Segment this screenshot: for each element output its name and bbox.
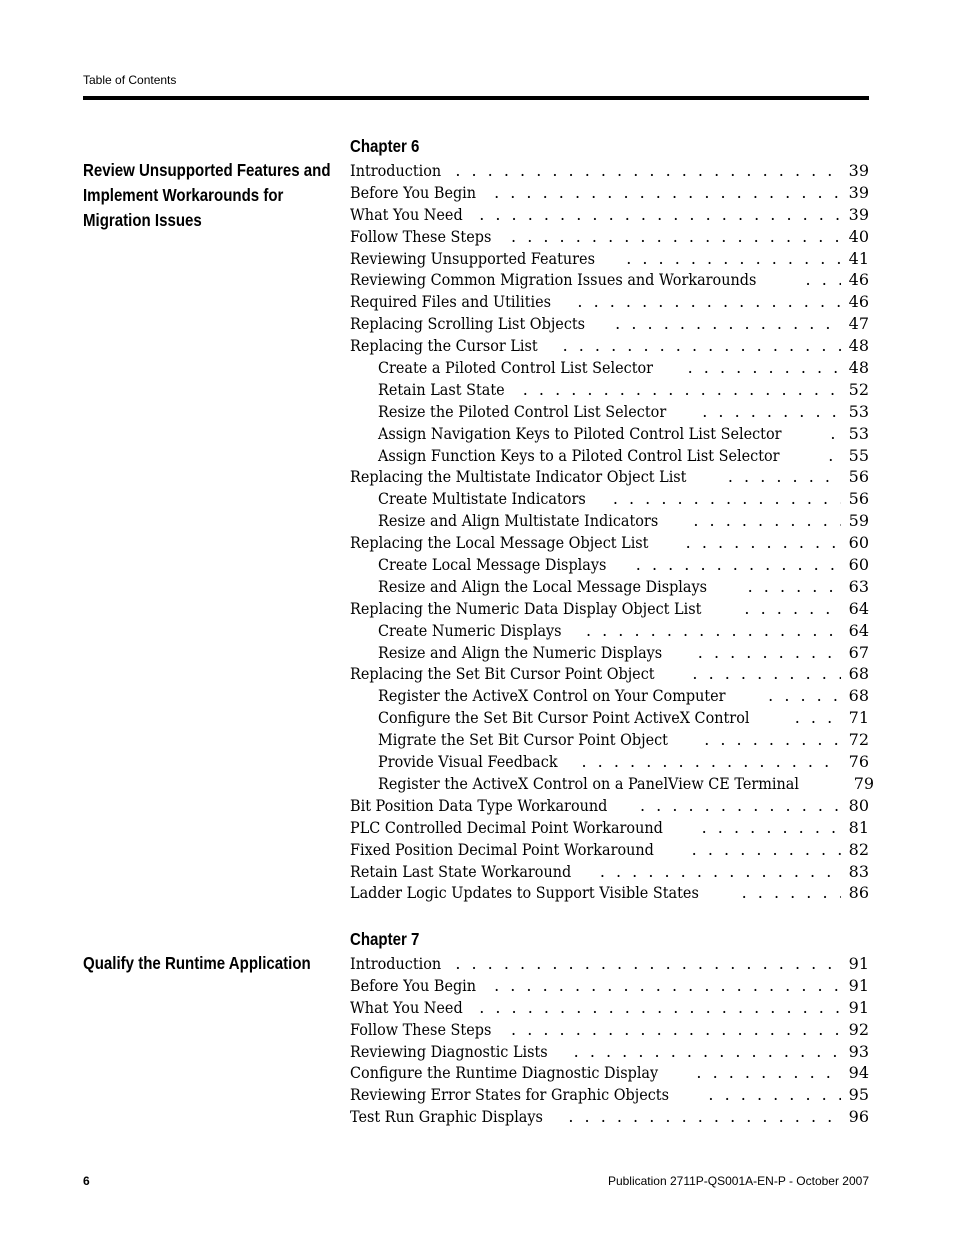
toc-entry-title: Test Run Graphic Displays bbox=[350, 1107, 543, 1127]
toc-entry-title: Create a Piloted Control List Selector bbox=[378, 358, 654, 378]
dot-leader bbox=[830, 423, 841, 445]
toc-entry-title: Resize the Piloted Control List Selector bbox=[378, 401, 667, 421]
toc-entry-page: 53 bbox=[848, 423, 869, 443]
dot-leader bbox=[702, 817, 841, 839]
toc-entry-page: 92 bbox=[848, 1019, 869, 1039]
dot-leader bbox=[742, 882, 841, 904]
toc-entry[interactable] bbox=[350, 773, 875, 795]
toc-entry-title: Replacing the Cursor List bbox=[350, 336, 538, 356]
toc-entry[interactable] bbox=[350, 685, 869, 707]
toc-entry-title: Reviewing Common Migration Issues and Workarounds bbox=[350, 270, 757, 290]
toc-entry[interactable] bbox=[350, 488, 869, 510]
toc-entry[interactable] bbox=[350, 1041, 869, 1063]
dot-leader bbox=[615, 313, 841, 335]
dot-leader bbox=[702, 401, 841, 423]
toc-entry[interactable] bbox=[350, 357, 869, 379]
dot-leader bbox=[523, 379, 841, 401]
toc-entry-page: 91 bbox=[848, 997, 869, 1017]
toc-entry-page: 56 bbox=[848, 489, 869, 509]
toc-entry[interactable] bbox=[350, 379, 869, 401]
toc-entry-page: 72 bbox=[848, 730, 869, 750]
toc-entry-page: 39 bbox=[848, 182, 869, 202]
running-head: Table of Contents bbox=[83, 73, 177, 87]
toc-entry[interactable] bbox=[350, 1062, 869, 1084]
toc-entry-page: 39 bbox=[848, 204, 869, 224]
toc-entry-page: 63 bbox=[848, 576, 869, 596]
toc-entry-page: 67 bbox=[848, 642, 869, 662]
toc-entry[interactable] bbox=[350, 182, 869, 204]
toc-entry-title: Follow These Steps bbox=[350, 1019, 492, 1039]
toc-entry-title: What You Need bbox=[350, 204, 463, 224]
toc-entry-title: Provide Visual Feedback bbox=[378, 752, 558, 772]
toc-entry[interactable] bbox=[350, 729, 869, 751]
toc-entry-title: Replacing the Local Message Object List bbox=[350, 533, 649, 553]
dot-leader bbox=[728, 466, 841, 488]
toc-entry-page: 64 bbox=[848, 620, 869, 640]
toc-entry[interactable] bbox=[350, 997, 869, 1019]
toc-entry-page: 91 bbox=[848, 975, 869, 995]
toc-entry-page: 40 bbox=[848, 226, 869, 246]
dot-leader bbox=[494, 975, 841, 997]
toc-entry-title: Introduction bbox=[350, 161, 442, 180]
toc-entry-page: 80 bbox=[848, 795, 869, 815]
toc-entry-title: Ladder Logic Updates to Support Visible States bbox=[350, 883, 699, 903]
toc-entry[interactable] bbox=[350, 975, 869, 997]
toc-entry-title: Before You Begin bbox=[350, 975, 477, 995]
dot-leader bbox=[479, 204, 841, 226]
chapter-7-title-line: Qualify the Runtime Application bbox=[83, 953, 311, 973]
toc-entry[interactable] bbox=[350, 839, 869, 861]
dot-leader bbox=[828, 445, 841, 467]
toc-entry-title: Replacing the Set Bit Cursor Point Object bbox=[350, 664, 655, 684]
toc-entry-title: Reviewing Unsupported Features bbox=[350, 248, 595, 268]
dot-leader bbox=[494, 182, 841, 204]
toc-entry-title: PLC Controlled Decimal Point Workaround bbox=[350, 817, 663, 837]
toc-entry-page: 76 bbox=[848, 752, 869, 772]
toc-entry[interactable] bbox=[350, 532, 869, 554]
toc-entry[interactable] bbox=[350, 313, 869, 335]
toc-entry[interactable] bbox=[350, 554, 869, 576]
toc-entry-page: 82 bbox=[848, 839, 869, 859]
dot-leader bbox=[704, 729, 841, 751]
toc-entry[interactable] bbox=[350, 663, 869, 685]
toc-entry-page: 46 bbox=[848, 292, 869, 312]
dot-leader bbox=[582, 751, 842, 773]
toc-entry[interactable] bbox=[350, 335, 869, 357]
dot-leader bbox=[568, 1106, 841, 1128]
toc-entry-title: Create Numeric Displays bbox=[378, 620, 562, 640]
dot-leader bbox=[692, 663, 841, 685]
toc-entry-title: Replacing Scrolling List Objects bbox=[350, 314, 586, 334]
dot-leader bbox=[626, 248, 841, 270]
dot-leader bbox=[698, 642, 841, 664]
toc-entry-page: 46 bbox=[848, 270, 869, 290]
toc-entry-page: 60 bbox=[848, 533, 869, 553]
toc-entry-page: 86 bbox=[848, 883, 869, 903]
toc-entry[interactable] bbox=[350, 269, 869, 291]
dot-leader bbox=[613, 488, 841, 510]
dot-leader bbox=[586, 620, 841, 642]
dot-leader bbox=[577, 291, 841, 313]
toc-entry-page: 48 bbox=[848, 358, 869, 378]
chapter-6-title-line: Implement Workarounds for bbox=[83, 185, 284, 205]
dot-leader bbox=[563, 335, 841, 357]
toc-entry[interactable] bbox=[350, 707, 869, 729]
dot-leader bbox=[455, 160, 841, 182]
toc-entry-page: 79 bbox=[853, 773, 875, 793]
toc-entry[interactable] bbox=[350, 291, 869, 313]
dot-leader bbox=[806, 269, 841, 291]
toc-entry-page: 59 bbox=[848, 511, 869, 531]
dot-leader bbox=[479, 997, 841, 1019]
toc-entry[interactable] bbox=[350, 401, 869, 423]
toc-entry[interactable] bbox=[350, 248, 869, 270]
toc-entry-page: 94 bbox=[848, 1063, 869, 1083]
toc-entry-title: Register the ActiveX Control on a PanelView CE Terminal bbox=[378, 773, 799, 793]
toc-entry-title: Resize and Align the Local Message Displays bbox=[378, 576, 708, 596]
toc-entry-title: Register the ActiveX Control on Your Computer bbox=[378, 686, 726, 706]
toc-entry-title: Create Local Message Displays bbox=[378, 555, 607, 575]
toc-entry[interactable] bbox=[350, 204, 869, 226]
toc-entry[interactable] bbox=[350, 751, 869, 773]
toc-entry-page: 91 bbox=[848, 954, 869, 973]
toc-entry-title: Replacing the Multistate Indicator Object List bbox=[350, 467, 687, 487]
toc-entry[interactable] bbox=[350, 642, 869, 664]
toc-entry-title: Retain Last State Workaround bbox=[350, 861, 572, 881]
toc-entry-page: 55 bbox=[848, 445, 869, 465]
toc-entry[interactable] bbox=[350, 861, 869, 883]
toc-entry-title: Resize and Align the Numeric Displays bbox=[378, 642, 663, 662]
footer-publication: Publication 2711P-QS001A-EN-P - October 2007 bbox=[607, 1174, 869, 1188]
toc-entry-page: 83 bbox=[848, 861, 869, 881]
toc-entry-page: 81 bbox=[848, 817, 869, 837]
toc-entry-title: Fixed Position Decimal Point Workaround bbox=[350, 839, 654, 859]
toc-entry-page: 64 bbox=[848, 598, 869, 618]
dot-leader bbox=[768, 685, 841, 707]
toc-entry-title: Assign Function Keys to a Piloted Control List Selector bbox=[378, 445, 780, 465]
toc-entry-page: 96 bbox=[848, 1107, 869, 1127]
toc-entry-title: Migrate the Set Bit Cursor Point Object bbox=[378, 730, 668, 750]
toc-entry-title: Reviewing Diagnostic Lists bbox=[350, 1041, 548, 1061]
dot-leader bbox=[693, 510, 841, 532]
toc-entry-title: What You Need bbox=[350, 997, 463, 1017]
toc-entry-title: Assign Navigation Keys to Piloted Control List Selector bbox=[378, 423, 782, 443]
toc-entry-page: 56 bbox=[848, 467, 869, 487]
toc-entry-page: 93 bbox=[848, 1041, 869, 1061]
dot-leader bbox=[744, 598, 841, 620]
chapter-6-label: Chapter 6 bbox=[350, 136, 420, 156]
dot-leader bbox=[696, 1062, 841, 1084]
toc-entry-page: 41 bbox=[848, 248, 869, 268]
dot-leader bbox=[686, 532, 841, 554]
dot-leader bbox=[574, 1041, 841, 1063]
chapter-6-title bbox=[83, 158, 331, 233]
toc-entry-title: Retain Last State bbox=[378, 379, 505, 399]
chapter-6-title-line: Review Unsupported Features and bbox=[83, 160, 331, 180]
toc-entry[interactable] bbox=[350, 598, 869, 620]
toc-entry-page: 68 bbox=[848, 664, 869, 684]
toc-entry[interactable] bbox=[350, 795, 869, 817]
toc-entry-page: 53 bbox=[848, 401, 869, 421]
toc-entry-title: Before You Begin bbox=[350, 182, 477, 202]
toc-entry-page: 39 bbox=[848, 161, 869, 180]
dot-leader bbox=[455, 953, 841, 975]
dot-leader bbox=[688, 357, 841, 379]
toc-entry[interactable] bbox=[350, 466, 869, 488]
toc-entry-title: Introduction bbox=[350, 954, 442, 973]
toc-entry[interactable] bbox=[350, 226, 869, 248]
dot-leader bbox=[692, 839, 841, 861]
toc-entry-title: Configure the Runtime Diagnostic Display bbox=[350, 1063, 659, 1083]
toc-entry[interactable] bbox=[350, 882, 869, 904]
toc-entry-page: 60 bbox=[848, 555, 869, 575]
dot-leader bbox=[640, 795, 841, 817]
toc-entry-title: Required Files and Utilities bbox=[350, 292, 552, 312]
toc-entry[interactable] bbox=[350, 510, 869, 532]
toc-entry-page: 71 bbox=[848, 708, 869, 728]
toc-entry[interactable] bbox=[350, 445, 869, 467]
toc-entry-page: 68 bbox=[848, 686, 869, 706]
chapter-6-toc bbox=[350, 160, 875, 904]
toc-entry[interactable] bbox=[350, 423, 869, 445]
footer-page-number: 6 bbox=[83, 1174, 90, 1188]
chapter-7-title bbox=[83, 951, 311, 976]
dot-leader bbox=[511, 226, 841, 248]
toc-entry-title: Resize and Align Multistate Indicators bbox=[378, 511, 659, 531]
toc-entry[interactable] bbox=[350, 160, 869, 182]
toc-entry-page: 48 bbox=[848, 336, 869, 356]
toc-entry-title: Configure the Set Bit Cursor Point ActiveX Control bbox=[378, 708, 750, 728]
toc-entry-page: 95 bbox=[848, 1085, 869, 1105]
dot-leader bbox=[636, 554, 841, 576]
dot-leader bbox=[511, 1019, 841, 1041]
toc-entry-title: Replacing the Numeric Data Display Object List bbox=[350, 598, 702, 618]
toc-entry[interactable] bbox=[350, 620, 869, 642]
header-rule bbox=[83, 96, 869, 100]
toc-entry-page: 47 bbox=[848, 314, 869, 334]
dot-leader bbox=[748, 576, 841, 598]
toc-entry-page: 52 bbox=[848, 379, 869, 399]
dot-leader bbox=[600, 861, 841, 883]
toc-entry-title: Create Multistate Indicators bbox=[378, 489, 586, 509]
toc-entry[interactable] bbox=[350, 817, 869, 839]
chapter-7-toc bbox=[350, 953, 869, 1128]
toc-entry-title: Bit Position Data Type Workaround bbox=[350, 795, 608, 815]
chapter-7-label: Chapter 7 bbox=[350, 929, 420, 949]
toc-entry[interactable] bbox=[350, 953, 869, 975]
toc-entry[interactable] bbox=[350, 576, 869, 598]
toc-entry[interactable] bbox=[350, 1106, 869, 1128]
toc-entry[interactable] bbox=[350, 1084, 869, 1106]
dot-leader bbox=[795, 707, 841, 729]
dot-leader bbox=[708, 1084, 841, 1106]
toc-entry[interactable] bbox=[350, 1019, 869, 1041]
chapter-6-title-line: Migration Issues bbox=[83, 210, 202, 230]
toc-entry-title: Reviewing Error States for Graphic Objects bbox=[350, 1085, 669, 1105]
toc-entry-title: Follow These Steps bbox=[350, 226, 492, 246]
